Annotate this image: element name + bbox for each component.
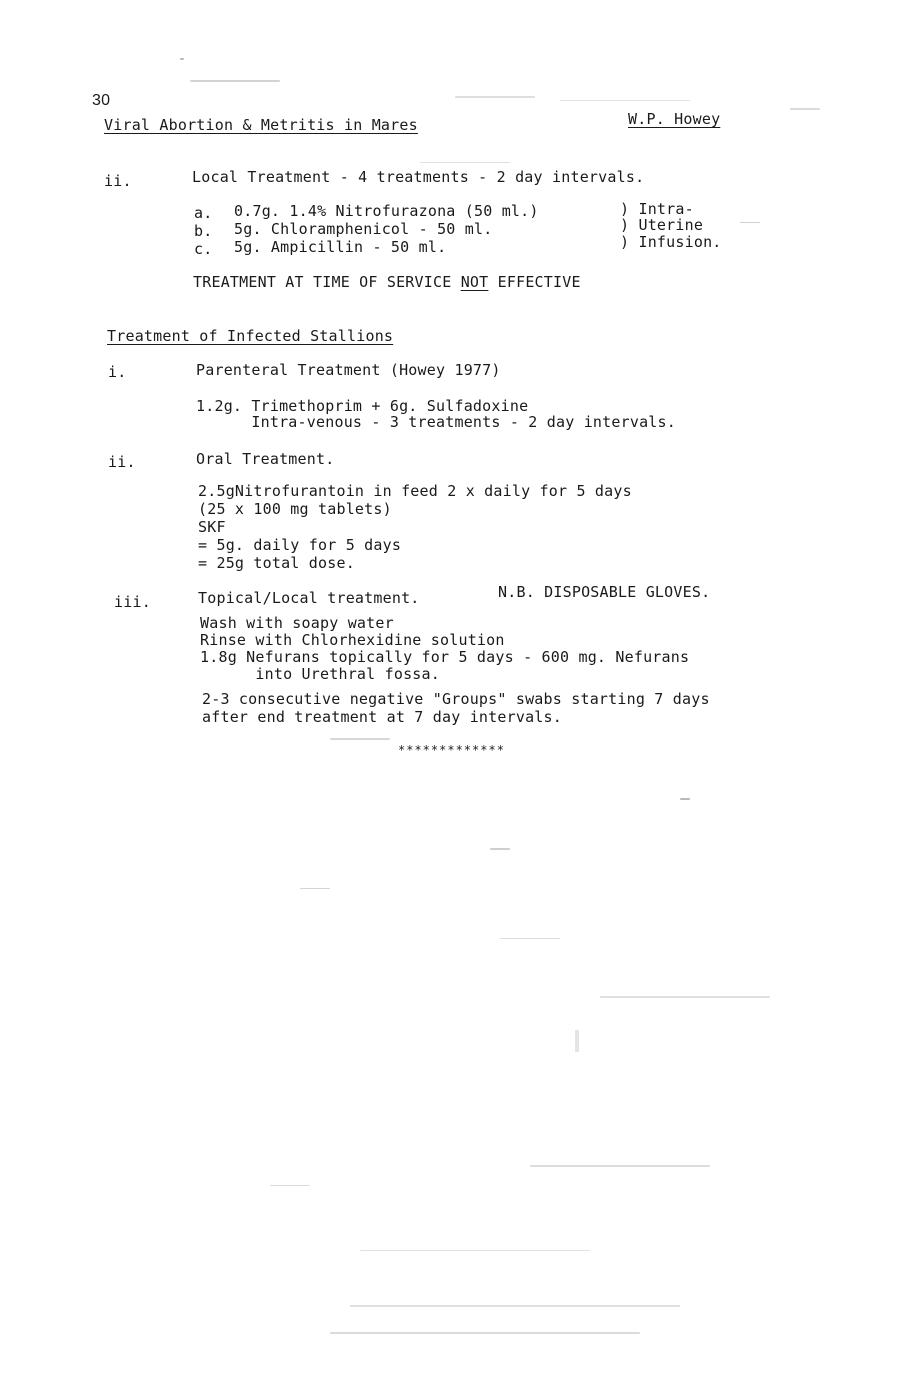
oral-line: 2.5gNitrofurantoin in feed 2 x daily for 5 days [198,482,632,500]
oral-line: = 25g total dose. [198,554,355,572]
section-marker: ii. [104,172,132,190]
item-letter: b. [194,222,213,240]
item-text: 5g. Chloramphenicol - 50 ml. [234,220,493,238]
stallions-heading: Treatment of Infected Stallions [107,327,394,345]
brace-line: ) Intra- [620,200,694,218]
gloves-note: N.B. DISPOSABLE GLOVES. [498,583,711,601]
section-marker: ii. [108,453,136,471]
item-text: 0.7g. 1.4% Nitrofurazona (50 ml.) [234,202,539,220]
document-title: Viral Abortion & Metritis in Mares [104,116,418,134]
topical-title: Topical/Local treatment. [198,589,420,607]
warning-pre: TREATMENT AT TIME OF SERVICE [193,273,461,291]
oral-line: SKF [198,518,226,536]
end-marker: ************* [398,743,505,757]
section-marker: iii. [114,593,151,611]
swab-line: after end treatment at 7 day intervals. [202,708,562,726]
item-letter: a. [194,204,213,222]
parenteral-line: Intra-venous - 3 treatments - 2 day intervals. [196,413,676,431]
topical-line: Rinse with Chlorhexidine solution [200,631,505,649]
oral-line: = 5g. daily for 5 days [198,536,402,554]
oral-title: Oral Treatment. [196,450,335,468]
brace-line: ) Uterine [620,216,704,234]
author-name: W.P. Howey [628,110,721,128]
parenteral-line: 1.2g. Trimethoprim + 6g. Sulfadoxine [196,397,529,415]
warning-emphasis: NOT [460,273,489,291]
topical-line: into Urethral fossa. [200,665,440,683]
swab-line: 2-3 consecutive negative "Groups" swabs starting 7 days [202,690,710,708]
page-number: 30 [92,92,111,109]
parenteral-title: Parenteral Treatment (Howey 1977) [196,361,501,379]
local-treatment-heading: Local Treatment - 4 treatments - 2 day intervals. [192,168,645,186]
topical-line: 1.8g Nefurans topically for 5 days - 600 mg. Nefurans [200,648,690,666]
topical-line: Wash with soapy water [200,614,394,632]
oral-line: (25 x 100 mg tablets) [198,500,392,518]
brace-line: ) Infusion. [620,233,722,251]
item-text: 5g. Ampicillin - 50 ml. [234,238,447,256]
section-marker: i. [108,363,127,381]
service-warning [193,273,581,291]
item-letter: c. [194,240,213,258]
warning-post: EFFECTIVE [488,273,581,291]
